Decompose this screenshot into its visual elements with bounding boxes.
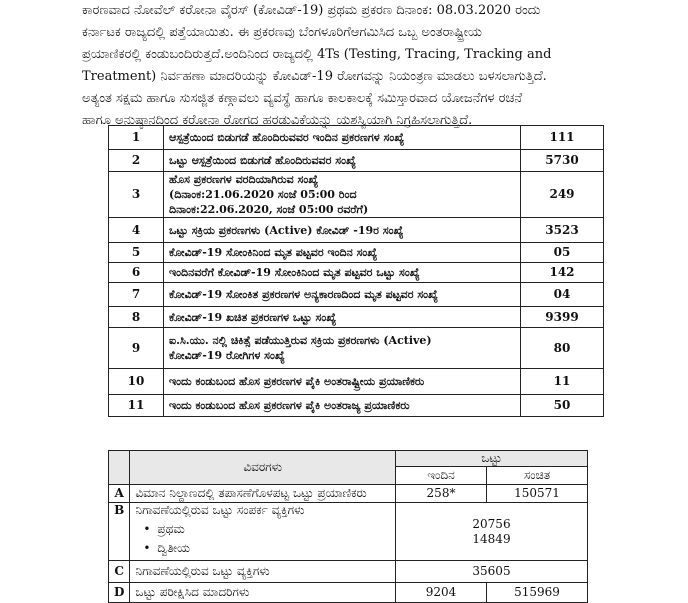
row-number: 10: [109, 369, 164, 395]
row-value: 249: [521, 172, 604, 218]
table-row: [109, 150, 604, 172]
table-row: [109, 218, 604, 243]
table-row: [109, 126, 604, 150]
table-row: [109, 395, 604, 417]
cumulative-value: 515969: [487, 583, 588, 603]
table-row: [109, 283, 604, 307]
description-line: ಐ.ಸಿ.ಯು. ನಲ್ಲಿ ಚಿಕಿತ್ಸೆ ಪಡೆಯುತ್ತಿರುವ ಸಕ್ರಿಯ ಪ್ರಕರಣಗಳು (Active): [169, 334, 432, 347]
row-label: C: [109, 561, 130, 583]
row-description: [164, 328, 521, 369]
row-description: [130, 503, 396, 561]
list-item: • ದ್ವಿತೀಯ: [135, 541, 390, 556]
row-label: A: [109, 485, 130, 503]
description-line: ಕೋವಿಡ್-19 ಸೋಂಕಿನಿಂದ ಮೃತ ಪಟ್ಟವರ ಇಂದಿನ ಸಂಖ್ಯೆ: [169, 246, 378, 259]
covid-summary-table: [108, 125, 604, 417]
row-value: 04: [521, 283, 604, 307]
row-number: 3: [109, 172, 164, 218]
row-number: 2: [109, 150, 164, 172]
surveillance-table: [108, 450, 588, 603]
paragraph-line: ಪ್ರಯಾಣಿಕರಲ್ಲಿ ಕಂಡುಬಂದಿರುತ್ತದೆ.ಅಂದಿನಿಂದ ರಾಜ್ಯದಲ್ಲಿ 4Ts (Testing, Tracing, Tracking and: [82, 47, 552, 62]
table-row: [109, 369, 604, 395]
contacts-values: [396, 503, 588, 561]
row-description: [164, 369, 521, 395]
row-description: ನಿಗಾವಣೆಯಲ್ಲಿರುವ ಒಟ್ಟು ವ್ಯಕ್ತಿಗಳು: [130, 561, 396, 583]
row-description: [164, 263, 521, 283]
paragraph-line: ಅತ್ಯಂತ ಸಕ್ಷಮ ಹಾಗೂ ಸುಸಜ್ಜಿತ ಕಣ್ಗಾವಲು ವ್ಯವಸ್ಥೆ ಹಾಗೂ ಕಾಲಕಾಲಕ್ಕೆ ಸಮಿಸ್ತಾರವಾದ ಯೋಜನೆಗಳ ರಚನೆ: [82, 91, 523, 106]
total-value: 35605: [396, 561, 588, 583]
list-item: • ಪ್ರಥಮ: [135, 522, 390, 537]
row-number: 7: [109, 283, 164, 307]
row-description: [164, 150, 521, 172]
corner-cell: [109, 451, 130, 485]
table-row: [109, 503, 588, 561]
header-today: ಇಂದಿನ: [396, 467, 487, 485]
row-value: 3523: [521, 218, 604, 243]
paragraph-line: Treatment) ನಿರ್ವಹಣಾ ಮಾದರಿಯನ್ನು ಕೋವಿಡ್-19 ರೋಗವನ್ನು ನಿಯಂತ್ರಣ ಮಾಡಲು ಬಳಸಲಾಗುತ್ತಿದೆ.: [82, 69, 547, 84]
row-value: 9399: [521, 307, 604, 328]
today-value: 9204: [396, 583, 487, 603]
row-description: [164, 172, 521, 218]
row-description: ವಿಮಾನ ನಿಲ್ದಾಣದಲ್ಲಿ ತಪಾಸಣೆಗೊಳಪಟ್ಟ ಒಟ್ಟು ಪ್ರಯಾಣಿಕರು: [130, 485, 396, 503]
intro-paragraph: [82, 0, 626, 132]
table-row: [109, 328, 604, 369]
paragraph-line: ಕಾರಣವಾದ ನೋವೆಲ್ ಕರೋನಾ ವೈರಸ್ (ಕೋವಿಡ್-19) ಪ್ರಥಮ ಪ್ರಕರಣ ದಿನಾಂಕ: 08.03.2020 ರಂದು: [82, 3, 541, 18]
description-line: ಒಟ್ಟು ಸಕ್ರಿಯ ಪ್ರಕರಣಗಳು (Active) ಕೋವಿಡ್ -19ರ ಸಂಖ್ಯೆ: [169, 223, 404, 237]
row-value: 142: [521, 263, 604, 283]
contacts-heading: ನಿಗಾವಣೆಯಲ್ಲಿರುವ ಒಟ್ಟು ಸಂಪರ್ಕ ವ್ಯಕ್ತಿಗಳು: [135, 503, 305, 517]
row-description: [164, 395, 521, 417]
row-number: 6: [109, 263, 164, 283]
row-description: ಒಟ್ಟು ಪರೀಕ್ಷಿಸಿದ ಮಾದರಿಗಳು: [130, 583, 396, 603]
row-description: [164, 283, 521, 307]
row-description: [164, 126, 521, 150]
row-number: 11: [109, 395, 164, 417]
paragraph-line: ಕರ್ನಾಟಕ ರಾಜ್ಯದಲ್ಲಿ ಪತ್ತೆಯಾಯಿತು. ಈ ಪ್ರಕರಣವು ಬೆಂಗಳೂರಿಗೆಆಗಮಿಸಿದ ಒಬ್ಬ ಅಂತರಾಷ್ಟ್ರೀಯ: [82, 25, 482, 40]
today-value: 258*: [396, 485, 487, 503]
row-description: [164, 243, 521, 263]
description-line: ಇಂದು ಕಂಡುಬಂದ ಹೊಸ ಪ್ರಕರಣಗಳ ಪೈಕಿ ಅಂತರಾಷ್ಟ್ರೀಯ ಪ್ರಯಾಣಿಕರು: [169, 375, 425, 388]
header-cumulative: ಸಂಚಿತ: [487, 467, 588, 485]
secondary-contacts-value: 14849: [472, 531, 511, 546]
description-line: (ದಿನಾಂಕ:21.06.2020 ಸಂಜೆ 05:00 ರಿಂದ: [169, 188, 357, 201]
description-line: ದಿನಾಂಕ:22.06.2020, ಸಂಜೆ 05:00 ರವರೆಗೆ): [169, 203, 369, 216]
table-row: [109, 263, 604, 283]
row-value: 50: [521, 395, 604, 417]
row-value: 11: [521, 369, 604, 395]
description-line: ಒಟ್ಟು ಆಸ್ಪತ್ರೆಯಿಂದ ಬಿಡುಗಡೆ ಹೊಂದಿರುವವರ ಸಂಖ್ಯೆ: [169, 154, 356, 167]
table-row: [109, 561, 588, 583]
table-row: [109, 485, 588, 503]
row-value: 05: [521, 243, 604, 263]
description-line: ಕೋವಿಡ್-19 ಖಚಿತ ಪ್ರಕರಣಗಳ ಒಟ್ಟು ಸಂಖ್ಯೆ: [169, 310, 337, 324]
row-label: D: [109, 583, 130, 603]
header-details: ವಿವರಗಳು: [130, 451, 396, 485]
description-line: ಕೋವಿಡ್-19 ರೋಗಿಗಳ ಸಂಖ್ಯೆ: [169, 349, 285, 362]
description-line: ಆಸ್ಪತ್ರೆಯಿಂದ ಬಿಡುಗಡೆ ಹೊಂದಿರುವವರ ಇಂದಿನ ಪ್ರಕರಣಗಳ ಸಂಖ್ಯೆ: [169, 131, 405, 144]
table-row: [109, 307, 604, 328]
row-number: 8: [109, 307, 164, 328]
description-line: ಹೊಸ ಪ್ರಕರಣಗಳ ವರದಿಯಾಗಿರುವ ಸಂಖ್ಯೆ: [169, 173, 319, 186]
table-row: [109, 243, 604, 263]
header-total: ಒಟ್ಟು: [396, 451, 588, 467]
row-label: B: [109, 503, 130, 561]
cumulative-value: 150571: [487, 485, 588, 503]
description-line: ಇಂದು ಕಂಡುಬಂದ ಹೊಸ ಪ್ರಕರಣಗಳ ಪೈಕಿ ಅಂತರಾಜ್ಯ ಪ್ರಯಾಣಿಕರು: [169, 399, 410, 412]
row-description: [164, 218, 521, 243]
row-number: 1: [109, 126, 164, 150]
row-value: 111: [521, 126, 604, 150]
row-number: 5: [109, 243, 164, 263]
table-row: [109, 172, 604, 218]
row-number: 9: [109, 328, 164, 369]
row-value: 80: [521, 328, 604, 369]
description-line: ಕೋವಿಡ್-19 ಸೋಂಕಿತ ಪ್ರಕರಣಗಳ ಅನ್ಯಕಾರಣದಿಂದ ಮೃತ ಪಟ್ಟವರ ಸಂಖ್ಯೆ: [169, 288, 439, 301]
primary-contacts-value: 20756: [472, 516, 511, 531]
description-line: ಇಂದಿನವರೆಗೆ ಕೋವಿಡ್-19 ಸೋಂಕಿನಿಂದ ಮೃತ ಪಟ್ಟವರ ಒಟ್ಟು ಸಂಖ್ಯೆ: [169, 266, 420, 279]
row-description: [164, 307, 521, 328]
row-number: 4: [109, 218, 164, 243]
row-value: 5730: [521, 150, 604, 172]
paragraph-line: ಹಾಗೂ ಅನುಷ್ಠಾನದಿಂದ ಕರೋನಾ ರೋಗದ ಹರಡುವಿಕೆಯನ್ನು ಯಶಸ್ವಿಯಾಗಿ ನಿಗ್ರಹಿಸಲಾಗುತ್ತಿದೆ.: [82, 113, 473, 128]
